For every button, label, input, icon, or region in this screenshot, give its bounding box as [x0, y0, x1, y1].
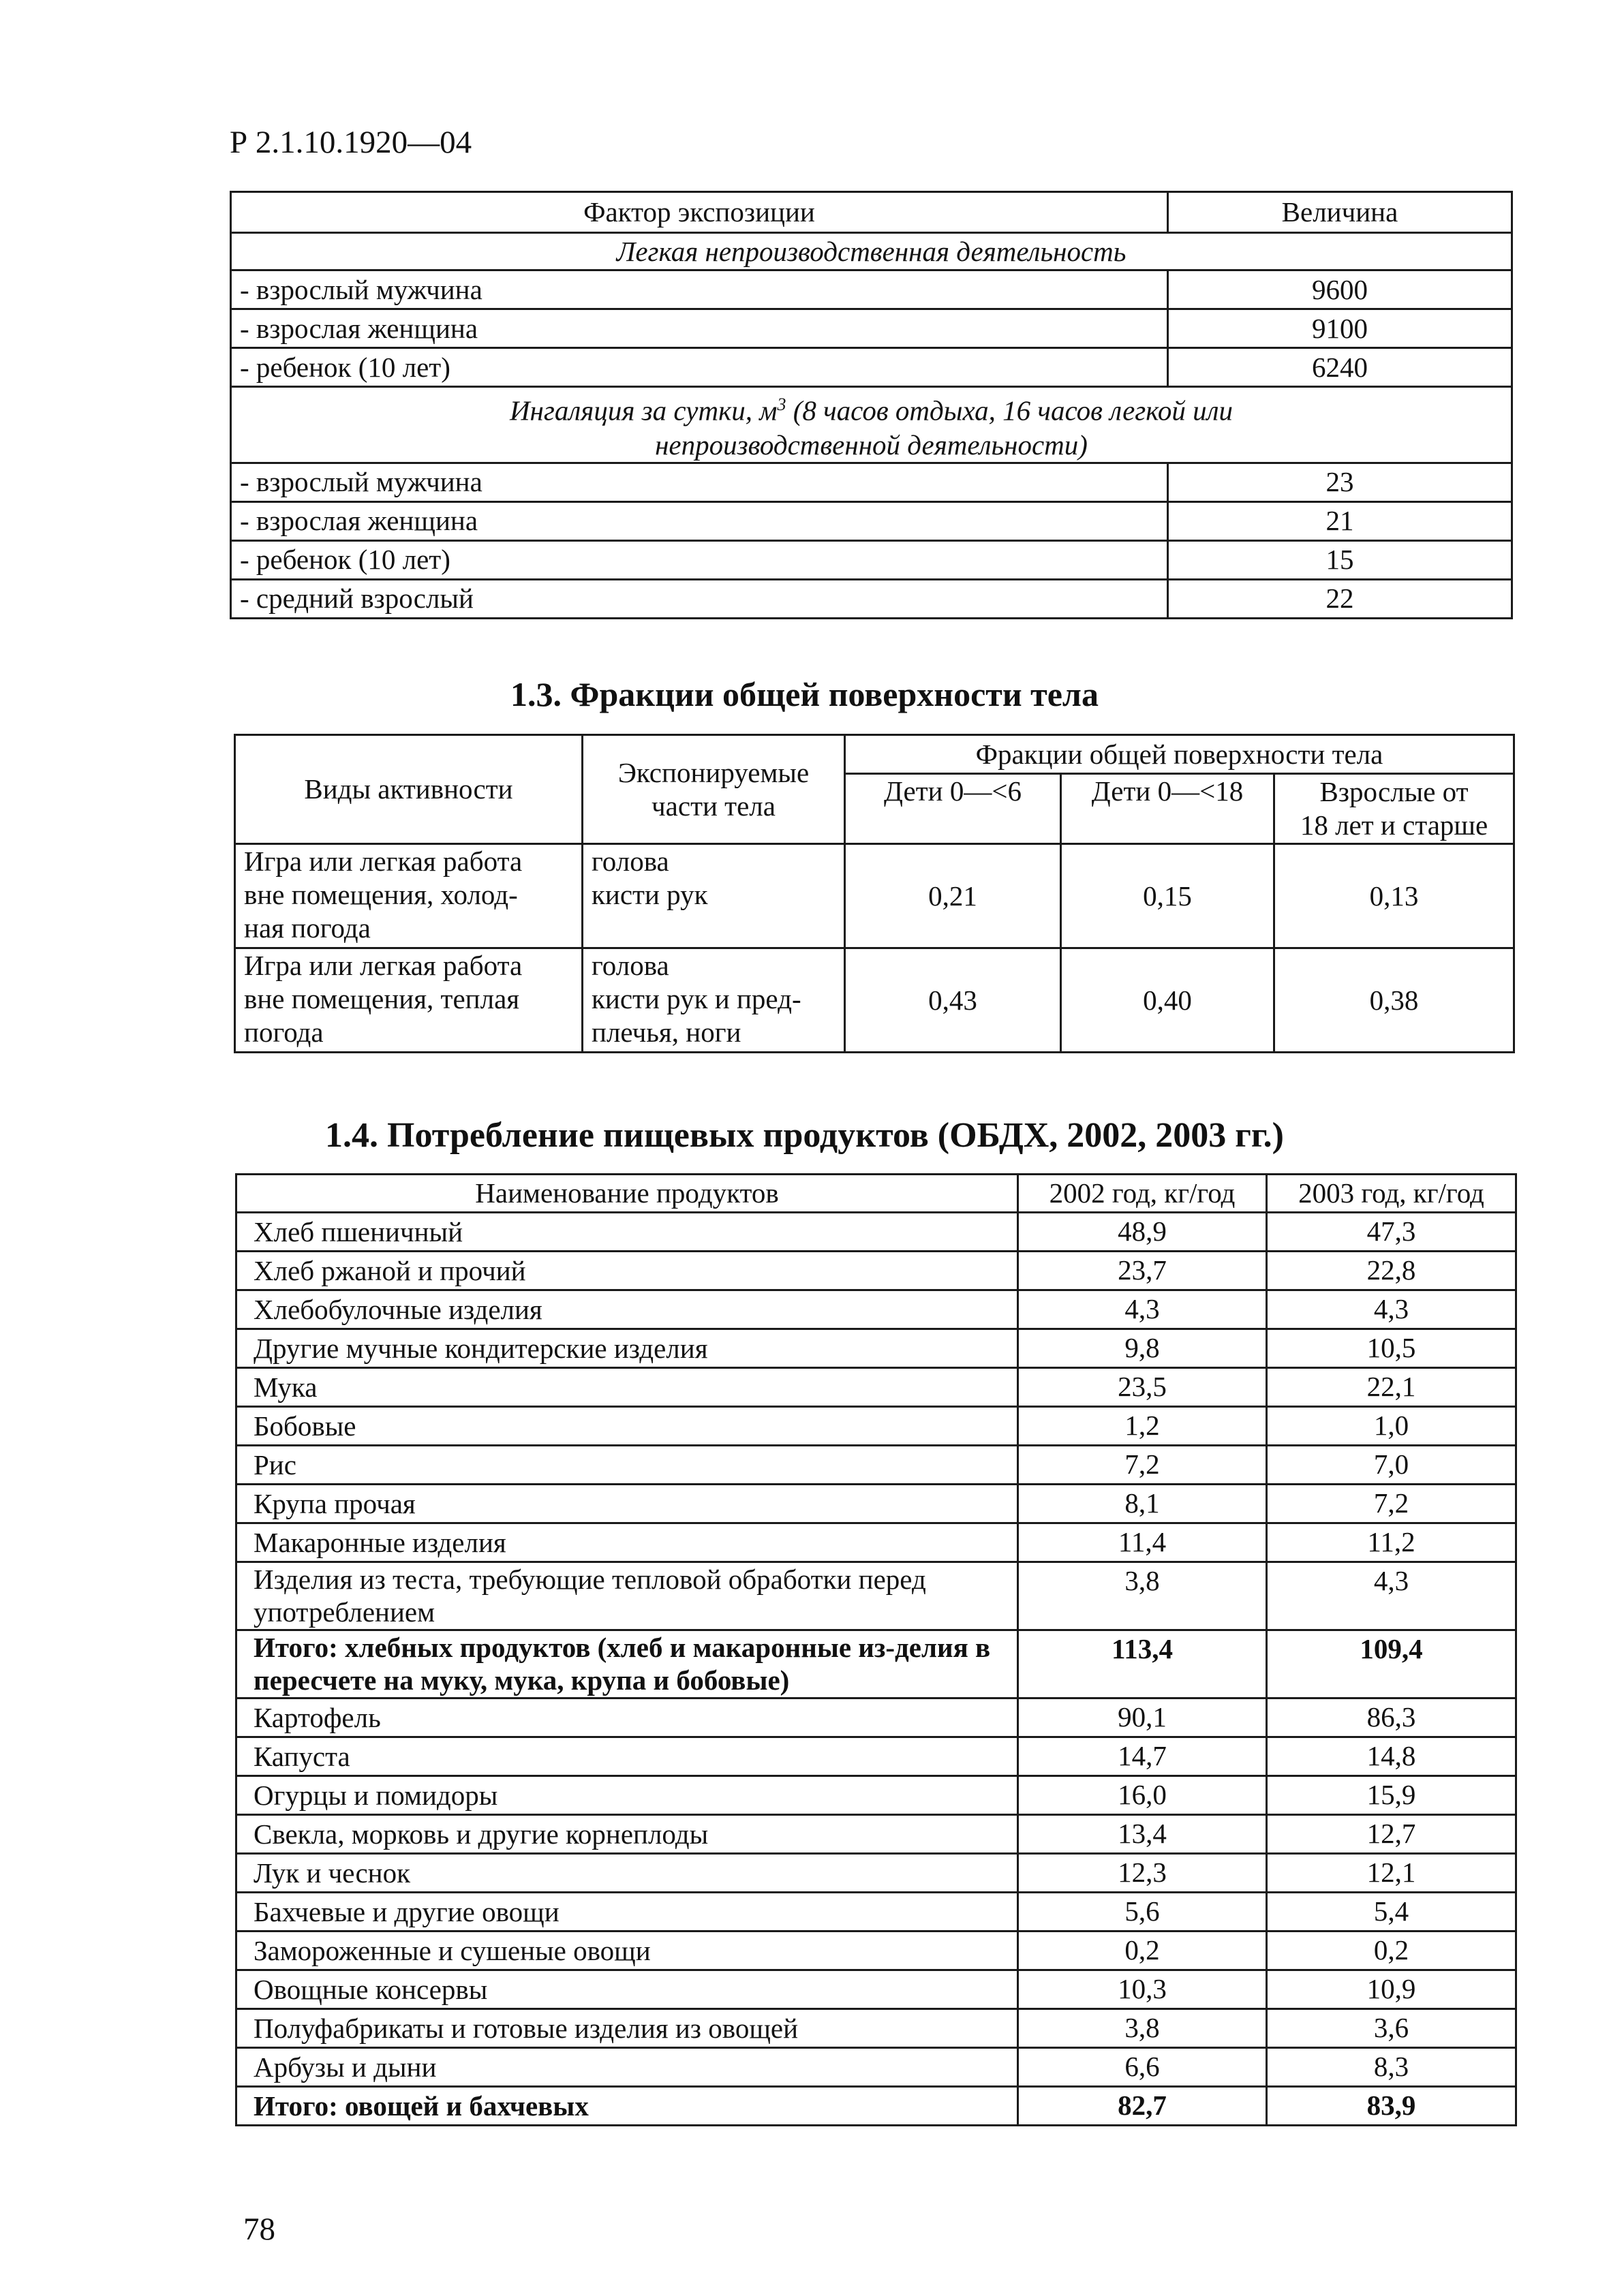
row-label: - взрослая женщина — [231, 501, 1168, 540]
table-row — [236, 1776, 1516, 1815]
product-name: Другие мучные кондитерские изделия — [236, 1329, 1018, 1368]
value-2003: 8,3 — [1267, 2048, 1516, 2087]
value-2002: 12,3 — [1018, 1854, 1267, 1893]
table-row — [231, 501, 1512, 540]
table-row — [236, 1893, 1516, 1932]
fraction-kids18: 0,15 — [1061, 844, 1274, 948]
product-name: Замороженные и сушеные овощи — [236, 1932, 1018, 1970]
table-row — [231, 348, 1512, 387]
header-activity: Виды активности — [235, 735, 583, 844]
value-2002: 14,7 — [1018, 1737, 1267, 1776]
product-name: Огурцы и помидоры — [236, 1776, 1018, 1815]
fraction-kids6: 0,43 — [845, 948, 1061, 1053]
value-2003: 86,3 — [1267, 1698, 1516, 1737]
row-value: 23 — [1168, 463, 1512, 501]
header-product-name: Наименование продуктов — [236, 1175, 1018, 1213]
exposure-table — [230, 191, 1513, 619]
table-row — [236, 1446, 1516, 1485]
header-fractions: Фракции общей поверхности тела — [845, 735, 1514, 774]
value-2002: 7,2 — [1018, 1446, 1267, 1485]
product-name: Бобовые — [236, 1407, 1018, 1446]
value-2002: 48,9 — [1018, 1213, 1267, 1252]
row-value: 21 — [1168, 501, 1512, 540]
product-name: Итого: хлебных продуктов (хлеб и макаронные из-делия в пересчете на муку, мука, крупа и бобовые) — [236, 1630, 1018, 1698]
row-label: - ребенок (10 лет) — [231, 540, 1168, 579]
header-year-2002: 2002 год, кг/год — [1018, 1175, 1267, 1213]
table-row — [236, 2009, 1516, 2048]
parts-cell — [583, 844, 845, 948]
value-2003: 4,3 — [1267, 1290, 1516, 1329]
total-row — [236, 2087, 1516, 2126]
value-2003: 47,3 — [1267, 1213, 1516, 1252]
inhalation-title-part: непроизводственной деятельности) — [655, 429, 1088, 461]
activity-line: погода — [244, 1017, 324, 1048]
page-number: 78 — [243, 2212, 275, 2247]
section-title-light-activity: Легкая непроизводственная деятельность — [231, 233, 1512, 270]
value-2002: 16,0 — [1018, 1776, 1267, 1815]
table-row — [236, 1562, 1516, 1630]
product-name: Бахчевые и другие овощи — [236, 1893, 1018, 1932]
activity-line: ная погода — [244, 912, 371, 944]
col-header-factor: Фактор экспозиции — [231, 192, 1168, 233]
header-year-2003: 2003 год, кг/год — [1267, 1175, 1516, 1213]
fraction-adults: 0,13 — [1274, 844, 1514, 948]
value-2002: 113,4 — [1018, 1630, 1267, 1698]
section-14-heading: 1.4. Потребление пищевых продуктов (ОБДХ, 2002, 2003 гг.) — [325, 1116, 1284, 1155]
product-name: Изделия из теста, требующие тепловой обработки перед употреблением — [236, 1562, 1018, 1630]
product-name: Хлеб пшеничный — [236, 1213, 1018, 1252]
table-row — [236, 1329, 1516, 1368]
header-parts-line: части тела — [652, 790, 776, 822]
table-row — [231, 579, 1512, 618]
header-adults — [1274, 774, 1514, 844]
table-row — [236, 1485, 1516, 1523]
table-row — [236, 1290, 1516, 1329]
activity-cell — [235, 844, 583, 948]
parts-line: голова — [592, 846, 669, 877]
row-value: 15 — [1168, 540, 1512, 579]
value-2003: 3,6 — [1267, 2009, 1516, 2048]
product-name: Хлеб ржаной и прочий — [236, 1252, 1018, 1290]
row-value: 9100 — [1168, 309, 1512, 348]
value-2002: 4,3 — [1018, 1290, 1267, 1329]
header-kids-18: Дети 0—<18 — [1061, 774, 1274, 844]
parts-cell — [583, 948, 845, 1053]
value-2002: 8,1 — [1018, 1485, 1267, 1523]
product-name: Крупа прочая — [236, 1485, 1018, 1523]
value-2003: 1,0 — [1267, 1407, 1516, 1446]
header-parts-line: Экспонируемые — [617, 756, 810, 788]
value-2002: 13,4 — [1018, 1815, 1267, 1854]
value-2003: 10,5 — [1267, 1329, 1516, 1368]
parts-line: кисти рук и пред- — [592, 983, 801, 1014]
product-name: Хлебобулочные изделия — [236, 1290, 1018, 1329]
product-name: Арбузы и дыни — [236, 2048, 1018, 2087]
product-name: Капуста — [236, 1737, 1018, 1776]
table-row — [236, 1737, 1516, 1776]
table-row — [236, 1252, 1516, 1290]
table-row — [236, 1407, 1516, 1446]
value-2003: 10,9 — [1267, 1970, 1516, 2009]
body-surface-table — [234, 734, 1515, 1053]
table-row — [236, 1932, 1516, 1970]
value-2003: 7,2 — [1267, 1485, 1516, 1523]
food-consumption-table — [235, 1173, 1517, 2126]
value-2002: 5,6 — [1018, 1893, 1267, 1932]
table-row — [236, 1970, 1516, 2009]
inhalation-title-part: (8 часов отдыха, 16 часов легкой или — [786, 394, 1233, 426]
table-row — [236, 1368, 1516, 1407]
inhalation-title-part: Ингаляция за сутки, м — [509, 394, 778, 426]
parts-line: голова — [592, 950, 669, 981]
col-header-value: Величина — [1168, 192, 1512, 233]
total-row — [236, 1630, 1516, 1698]
header-adults-line: Взрослые от — [1319, 776, 1469, 807]
value-2002: 9,8 — [1018, 1329, 1267, 1368]
value-2002: 3,8 — [1018, 1562, 1267, 1630]
row-label: - взрослая женщина — [231, 309, 1168, 348]
product-name: Мука — [236, 1368, 1018, 1407]
parts-line — [592, 912, 836, 945]
value-2003: 11,2 — [1267, 1523, 1516, 1562]
value-2003: 109,4 — [1267, 1630, 1516, 1698]
row-value: 9600 — [1168, 270, 1512, 309]
row-label: - взрослый мужчина — [231, 463, 1168, 501]
product-name: Лук и чеснок — [236, 1854, 1018, 1893]
table-row — [231, 309, 1512, 348]
parts-line: плечья, ноги — [592, 1017, 741, 1048]
table-row — [231, 270, 1512, 309]
value-2002: 90,1 — [1018, 1698, 1267, 1737]
value-2002: 3,8 — [1018, 2009, 1267, 2048]
table-row — [236, 1213, 1516, 1252]
row-value: 22 — [1168, 579, 1512, 618]
activity-line: Игра или легкая работа — [244, 846, 523, 877]
product-name: Макаронные изделия — [236, 1523, 1018, 1562]
value-2002: 0,2 — [1018, 1932, 1267, 1970]
value-2002: 82,7 — [1018, 2087, 1267, 2126]
value-2003: 0,2 — [1267, 1932, 1516, 1970]
table-row — [236, 1854, 1516, 1893]
value-2003: 22,1 — [1267, 1368, 1516, 1407]
value-2003: 7,0 — [1267, 1446, 1516, 1485]
fraction-adults: 0,38 — [1274, 948, 1514, 1053]
activity-line: Игра или легкая работа — [244, 950, 523, 981]
row-label: - ребенок (10 лет) — [231, 348, 1168, 387]
value-2003: 22,8 — [1267, 1252, 1516, 1290]
table-row — [236, 2048, 1516, 2087]
value-2003: 4,3 — [1267, 1562, 1516, 1630]
activity-line: вне помещения, теплая — [244, 983, 520, 1014]
table-row — [231, 540, 1512, 579]
header-kids-6: Дети 0—<6 — [845, 774, 1061, 844]
table-row — [236, 1698, 1516, 1737]
header-exposed-parts — [583, 735, 845, 844]
fraction-kids6: 0,21 — [845, 844, 1061, 948]
document-code: Р 2.1.10.1920—04 — [230, 125, 472, 160]
inhalation-unit-sup: 3 — [777, 394, 786, 414]
section-title-inhalation — [231, 387, 1512, 463]
value-2002: 23,7 — [1018, 1252, 1267, 1290]
activity-cell — [235, 948, 583, 1053]
value-2003: 83,9 — [1267, 2087, 1516, 2126]
value-2003: 12,7 — [1267, 1815, 1516, 1854]
value-2003: 5,4 — [1267, 1893, 1516, 1932]
table-row — [236, 1523, 1516, 1562]
table-row — [231, 463, 1512, 501]
value-2002: 11,4 — [1018, 1523, 1267, 1562]
table-row — [235, 948, 1514, 1053]
product-name: Рис — [236, 1446, 1018, 1485]
activity-line: вне помещения, холод- — [244, 879, 518, 910]
row-label: - средний взрослый — [231, 579, 1168, 618]
product-name: Свекла, морковь и другие корнеплоды — [236, 1815, 1018, 1854]
fraction-kids18: 0,40 — [1061, 948, 1274, 1053]
value-2002: 6,6 — [1018, 2048, 1267, 2087]
product-name: Овощные консервы — [236, 1970, 1018, 2009]
value-2002: 23,5 — [1018, 1368, 1267, 1407]
product-name: Полуфабрикаты и готовые изделия из овощей — [236, 2009, 1018, 2048]
table-row — [236, 1815, 1516, 1854]
parts-line: кисти рук — [592, 879, 708, 910]
header-adults-line: 18 лет и старше — [1300, 809, 1488, 841]
value-2002: 1,2 — [1018, 1407, 1267, 1446]
product-name: Итого: овощей и бахчевых — [236, 2087, 1018, 2126]
table-row — [235, 844, 1514, 948]
row-label: - взрослый мужчина — [231, 270, 1168, 309]
product-name: Картофель — [236, 1698, 1018, 1737]
value-2003: 12,1 — [1267, 1854, 1516, 1893]
row-value: 6240 — [1168, 348, 1512, 387]
value-2003: 15,9 — [1267, 1776, 1516, 1815]
value-2003: 14,8 — [1267, 1737, 1516, 1776]
section-13-heading: 1.3. Фракции общей поверхности тела — [510, 675, 1099, 713]
value-2002: 10,3 — [1018, 1970, 1267, 2009]
